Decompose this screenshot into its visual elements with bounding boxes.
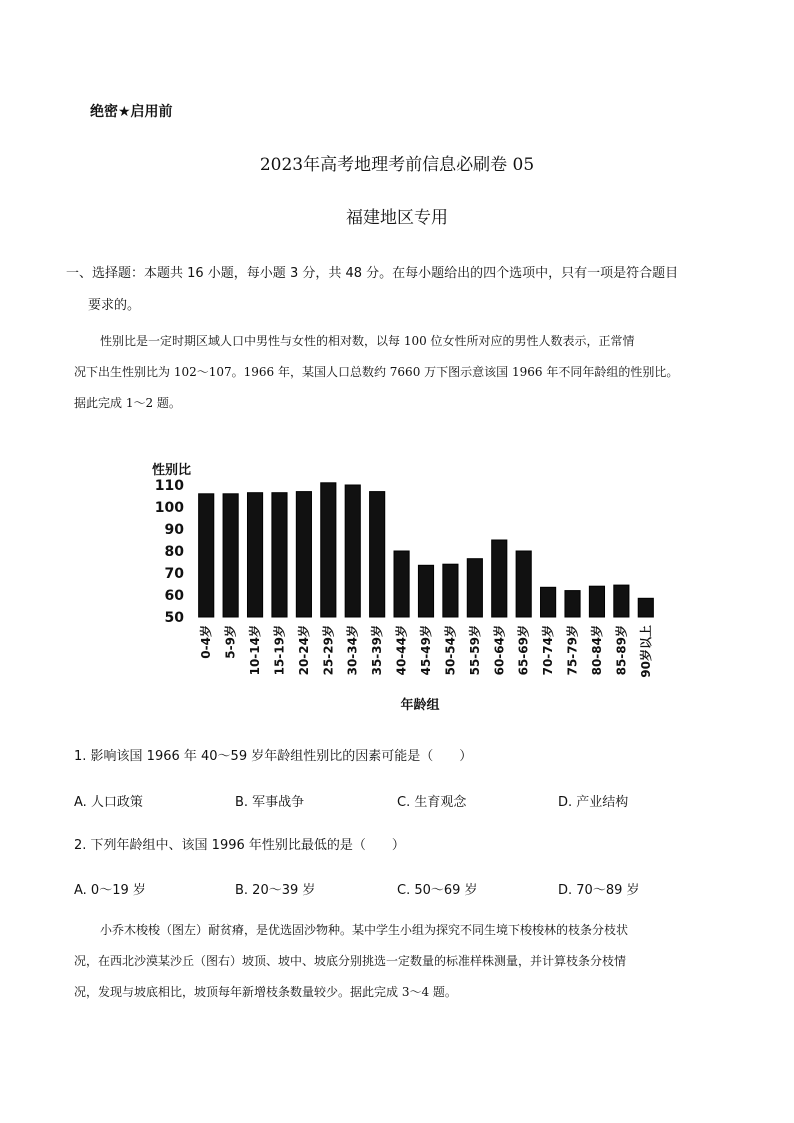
question-1-option-b[interactable]: B. 军事战争 (235, 795, 305, 810)
x-tick-label: 60-64岁 (492, 625, 507, 676)
y-tick-label: 90 (164, 522, 184, 538)
x-axis-label: 年龄组 (400, 698, 440, 713)
passage1-line-2: 况下出生性别比为 102～107。1966 年，某国人口总数约 7660 万下图示意该国 1966 年不同年龄组的性别比。 (74, 365, 679, 379)
x-tick-label: 0-4岁 (199, 625, 214, 659)
passage-sex-ratio (74, 326, 734, 419)
bar (247, 493, 262, 617)
x-tick-label: 85-89岁 (614, 625, 629, 676)
section-instructions (66, 258, 736, 322)
question-1-option-c[interactable]: C. 生育观念 (397, 795, 467, 810)
x-tick-label: 30-34岁 (345, 625, 360, 676)
section-line-2: 要求的。 (88, 298, 141, 313)
question-2-option-a[interactable]: A. 0～19 岁 (74, 883, 146, 898)
bar (296, 492, 311, 617)
bar (418, 565, 433, 617)
section-line-1: 一、选择题：本题共 16 小题，每小题 3 分，共 48 分。在每小题给出的四个选项中，只有一项是符合题目 (66, 266, 679, 281)
bar (199, 494, 214, 617)
x-tick-label: 75-79岁 (565, 625, 580, 676)
y-tick-label: 50 (164, 610, 184, 626)
passage2-line-3: 况，发现与坡底相比，坡顶每年新增枝条数量较少。据此完成 3～4 题。 (74, 985, 457, 999)
bar (467, 559, 482, 617)
y-tick-label: 60 (164, 588, 184, 604)
x-tick-label: 15-19岁 (272, 625, 287, 676)
bar (394, 551, 409, 617)
bar (516, 551, 531, 617)
bar (565, 591, 580, 617)
y-tick-label: 110 (154, 478, 184, 494)
passage1-line-3: 据此完成 1～2 题。 (74, 396, 181, 410)
bar (223, 494, 238, 617)
bar (370, 492, 385, 617)
passage-saxaul (74, 915, 734, 1008)
x-tick-label: 10-14岁 (248, 625, 263, 676)
exam-subtitle: 福建地区专用 (346, 208, 448, 228)
y-tick-label: 80 (164, 544, 184, 560)
y-axis-label: 性别比 (152, 463, 192, 478)
bar (589, 586, 604, 617)
x-tick-label: 40-44岁 (394, 625, 409, 676)
bar (492, 540, 507, 617)
y-tick-label: 100 (154, 500, 184, 516)
bar (541, 587, 556, 617)
question-2-stem: 2. 下列年龄组中、该国 1996 年性别比最低的是（ ） (74, 838, 405, 853)
x-tick-label: 5-9岁 (223, 625, 238, 659)
x-tick-label: 90岁以上 (638, 625, 653, 678)
x-tick-label: 65-69岁 (516, 625, 531, 676)
passage1-line-1: 性别比是一定时期区域人口中男性与女性的相对数，以每 100 位女性所对应的男性人数表示，正常情 (100, 334, 635, 348)
question-1-option-d[interactable]: D. 产业结构 (558, 795, 629, 810)
y-tick-label: 70 (164, 566, 184, 582)
x-tick-label: 55-59岁 (467, 625, 482, 676)
x-tick-label: 70-74岁 (541, 625, 556, 676)
question-1-option-a[interactable]: A. 人口政策 (74, 795, 143, 810)
bar (614, 585, 629, 617)
x-tick-label: 80-84岁 (589, 625, 604, 676)
bar (443, 564, 458, 617)
passage2-line-2: 况，在西北沙漠某沙丘（图右）坡顶、坡中、坡底分别挑选一定数量的标准样株测量，并计算枝条分枝情 (74, 954, 627, 968)
question-2-option-b[interactable]: B. 20～39 岁 (235, 883, 316, 898)
passage2-line-1: 小乔木梭梭（图左）耐贫瘠，是优选固沙物种。某中学生小组为探究不同生境下梭梭林的枝条分枝状 (100, 923, 629, 937)
bar (345, 485, 360, 617)
x-tick-label: 35-39岁 (370, 625, 385, 676)
bar (272, 493, 287, 617)
sex-ratio-bar-chart (140, 455, 680, 725)
bar (321, 483, 336, 617)
confidential-mark: 绝密★启用前 (90, 104, 173, 120)
question-1-stem: 1. 影响该国 1966 年 40～59 岁年龄组性别比的因素可能是（ ） (74, 749, 473, 764)
question-2-option-d[interactable]: D. 70～89 岁 (558, 883, 640, 898)
x-tick-label: 50-54岁 (443, 625, 458, 676)
question-2-option-c[interactable]: C. 50～69 岁 (397, 883, 478, 898)
exam-title: 2023年高考地理考前信息必刷卷 05 (259, 155, 535, 175)
x-tick-label: 45-49岁 (419, 625, 433, 676)
bar (638, 598, 653, 617)
x-tick-label: 20-24岁 (296, 625, 311, 676)
x-tick-label: 25-29岁 (321, 625, 336, 676)
